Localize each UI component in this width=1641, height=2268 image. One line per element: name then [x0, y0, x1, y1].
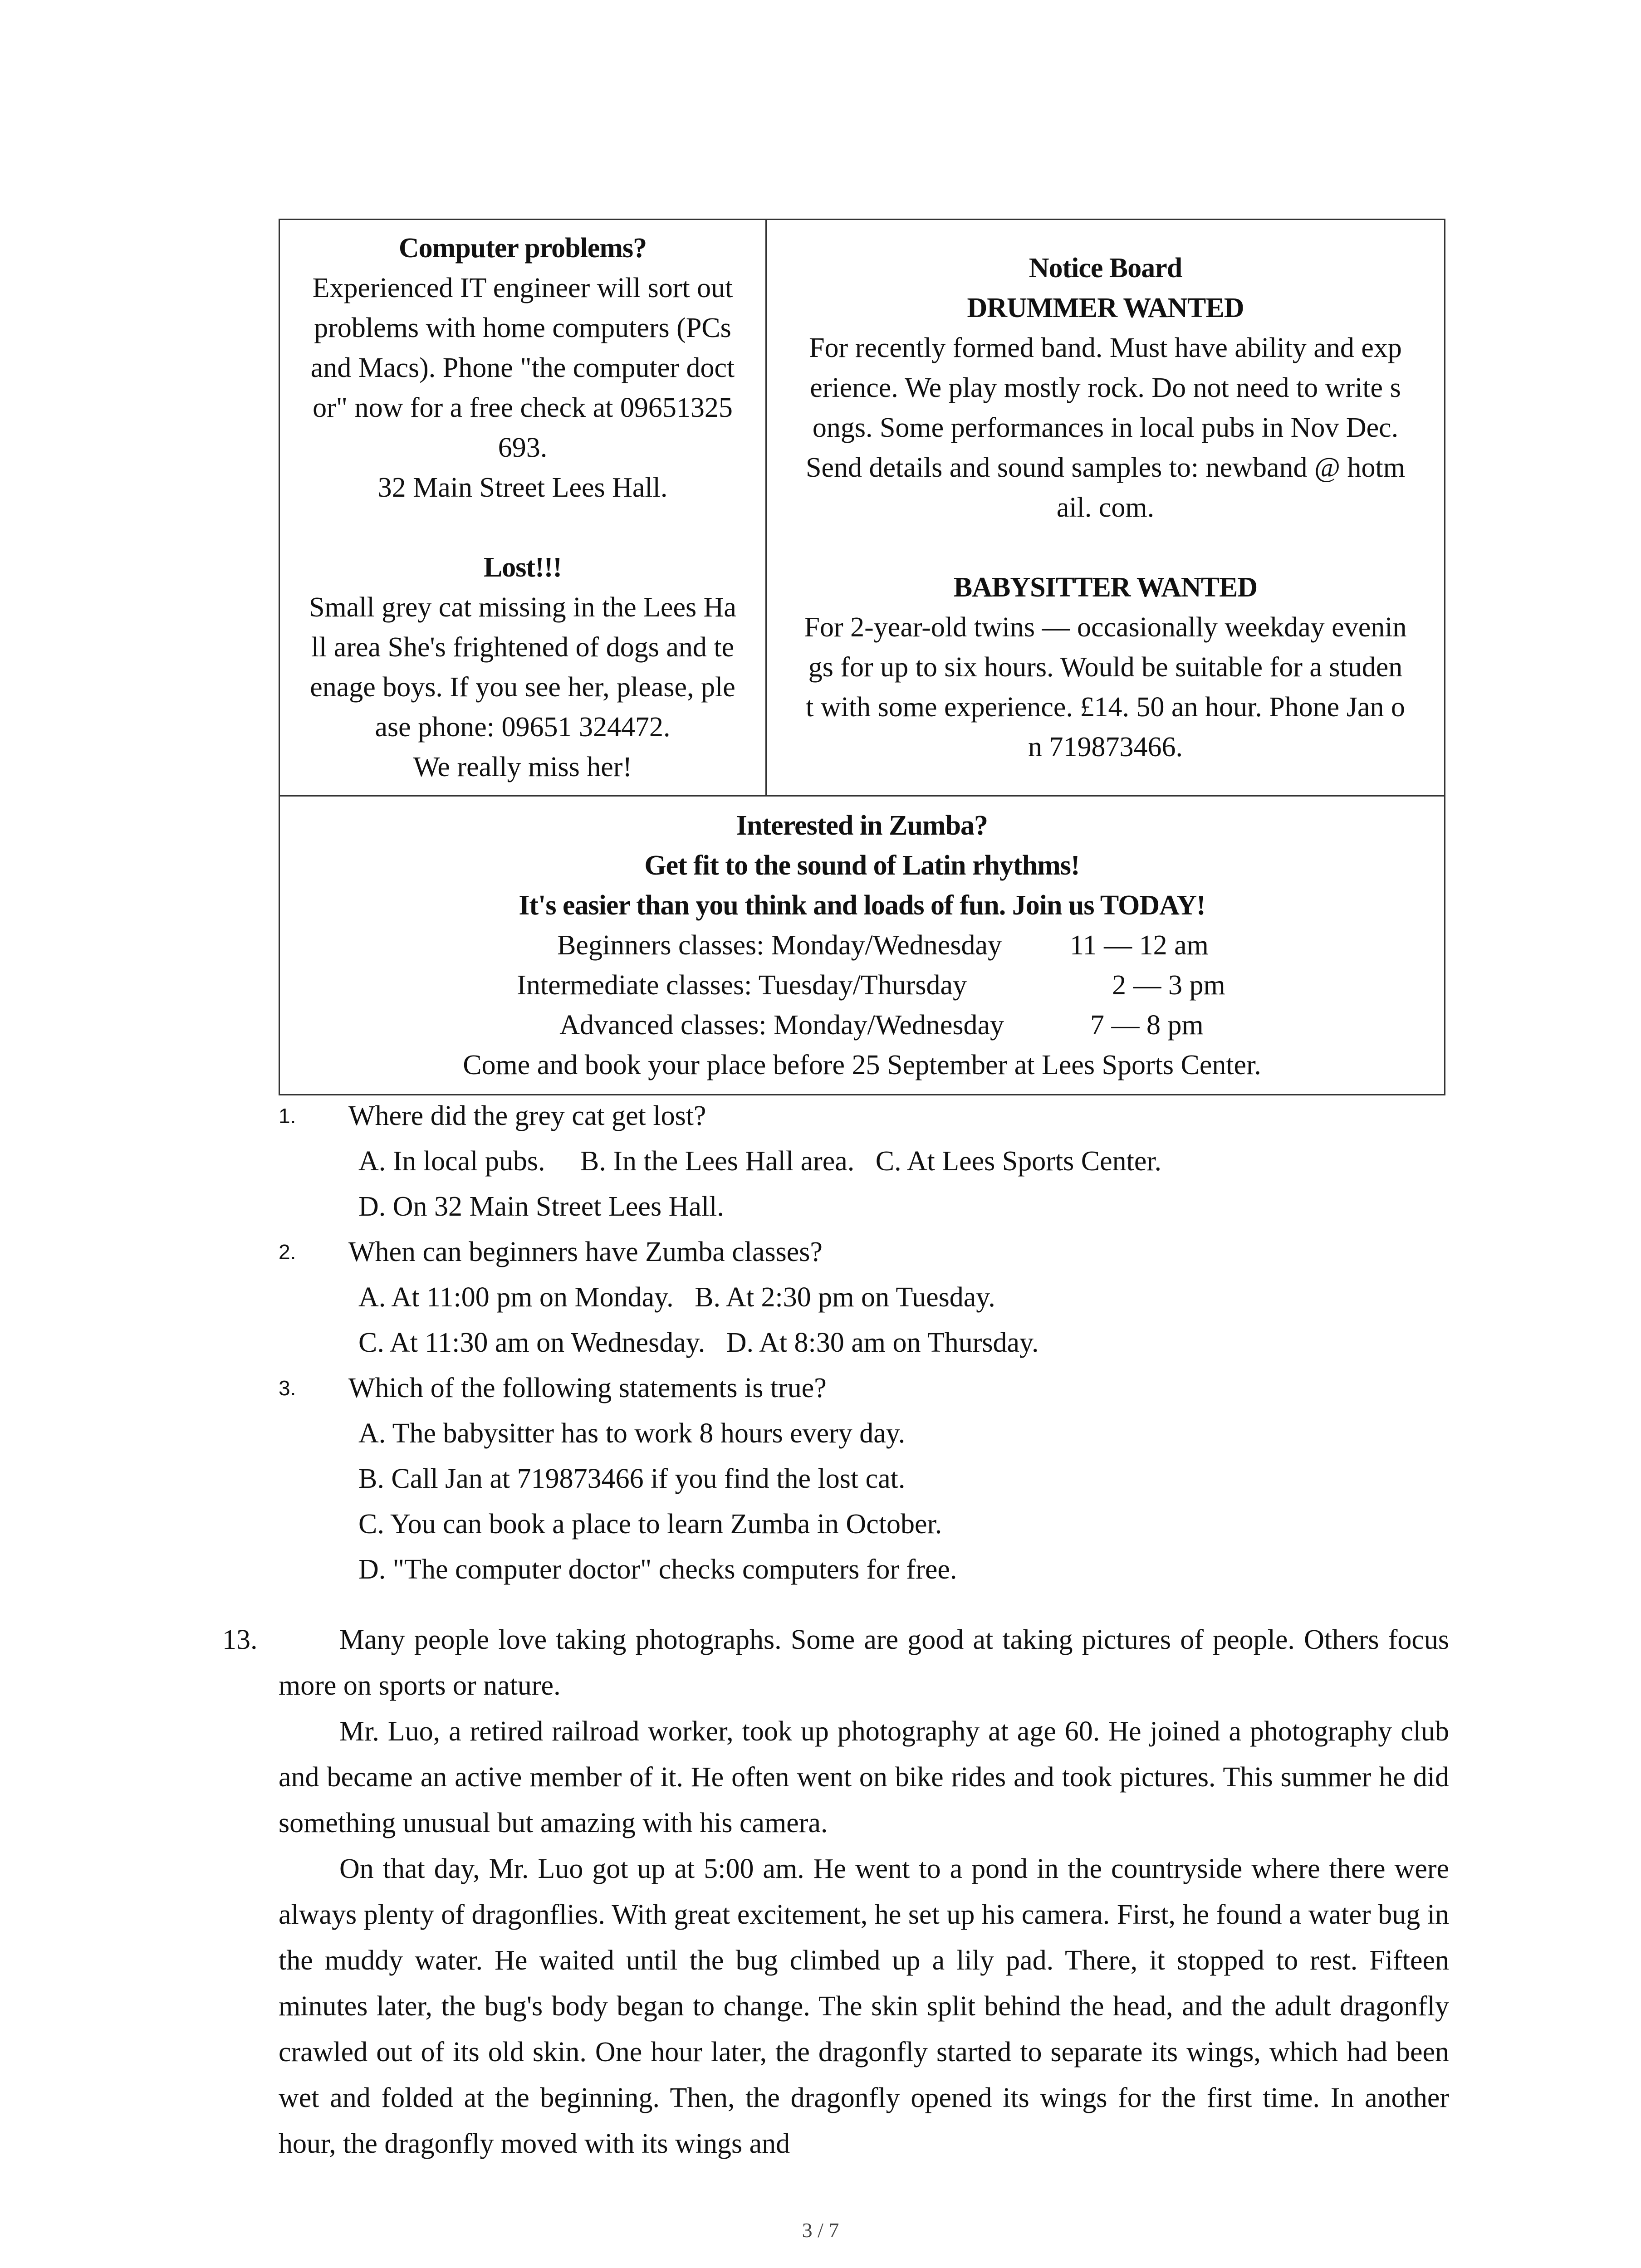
zumba-class-name: Beginners classes: Monday/Wednesday — [557, 930, 1002, 961]
question-item — [279, 1229, 1458, 1365]
spacer — [776, 528, 1435, 567]
lost-cat-line: ll area She's frightened of dogs and te — [311, 632, 735, 663]
question-item — [279, 1093, 1458, 1229]
computer-ad-line: 693. — [498, 432, 548, 463]
zumba-class-time: 7 — 8 pm — [1090, 1010, 1204, 1041]
notice-board-table — [279, 219, 1445, 1095]
question-text: When can beginners have Zumba classes? — [348, 1237, 823, 1267]
question-option-line: A. At 11:00 pm on Monday. B. At 2:30 pm on Tuesday. — [358, 1282, 995, 1313]
left-ads-cell — [279, 220, 766, 796]
question-item — [279, 1365, 1458, 1592]
drummer-ad-line: Send details and sound samples to: newband @ hotm — [805, 452, 1406, 483]
question-option-line: A. In local pubs. B. In the Lees Hall area. C. At Lees Sports Center. — [358, 1146, 1162, 1177]
lost-cat-ad — [289, 547, 756, 787]
babysitter-ad-line: t with some experience. £14. 50 an hour. Phone Jan o — [806, 692, 1405, 723]
right-ads-cell — [766, 220, 1445, 796]
zumba-closing: Come and book your place before 25 September at Lees Sports Center. — [463, 1050, 1261, 1080]
zumba-schedule-row — [289, 925, 1435, 965]
question-text: Where did the grey cat get lost? — [348, 1100, 706, 1131]
zumba-class-name: Advanced classes: Monday/Wednesday — [559, 1010, 1004, 1041]
babysitter-ad — [776, 567, 1435, 767]
question-option-line: B. Call Jan at 719873466 if you find the lost cat. — [358, 1463, 906, 1494]
babysitter-ad-line: gs for up to six hours. Would be suitable for a studen — [808, 652, 1403, 683]
drummer-ad-line: For recently formed band. Must have ability and exp — [809, 332, 1402, 363]
lost-cat-line: We really miss her! — [413, 752, 632, 782]
computer-ad-line: or" now for a free check at 09651325 — [313, 392, 733, 423]
computer-ad-title: Computer problems? — [398, 233, 647, 264]
lost-cat-title: Lost!!! — [483, 552, 562, 583]
drummer-ad-title: DRUMMER WANTED — [967, 293, 1244, 323]
drummer-ad-line: ail. com. — [1056, 492, 1155, 523]
spacer — [289, 508, 756, 547]
zumba-schedule-row — [289, 1005, 1435, 1045]
computer-ad-line: 32 Main Street Lees Hall. — [377, 472, 668, 503]
passage-paragraph: On that day, Mr. Luo got up at 5:00 am. He went to a pond in the countryside where there were always plenty of dragonflies. With great excitement, he set up his camera. First, he found a water bug in the muddy water. He waited until the bug climbed up a lily pad. There, it stopped to rest. Fifteen minutes later, the bug's body began to change. The skin split behind the head, and the adult dragonfly crawled out of its old skin. One hour later, the dragonfly started to separate its wings, which had been wet and folded at the beginning. Then, the dragonfly opened its wings for the first time. In another hour, the dragonfly moved with its wings and — [279, 1853, 1449, 2159]
computer-ad — [289, 228, 756, 508]
babysitter-ad-line: For 2-year-old twins — occasionally weekday evenin — [804, 612, 1407, 643]
zumba-schedule-row — [289, 965, 1435, 1005]
zumba-class-name: Intermediate classes: Tuesday/Thursday — [517, 970, 967, 1001]
drummer-ad-line: erience. We play mostly rock. Do not need to write s — [810, 372, 1401, 403]
computer-ad-line: Experienced IT engineer will sort out — [312, 273, 733, 303]
zumba-headline: Interested in Zumba? — [736, 810, 988, 841]
computer-ad-line: problems with home computers (PCs — [314, 313, 731, 343]
question-option-line: A. The babysitter has to work 8 hours every day. — [358, 1418, 906, 1449]
question-list — [279, 1093, 1458, 1592]
reading-passage — [222, 1617, 1449, 2167]
lost-cat-line: ase phone: 09651 324472. — [375, 712, 671, 743]
question-number: 3. — [279, 1376, 296, 1400]
question-number: 1. — [279, 1104, 296, 1128]
drummer-ad-line: ongs. Some performances in local pubs in Nov Dec. — [812, 412, 1399, 443]
zumba-headline: Get fit to the sound of Latin rhythms! — [644, 850, 1080, 881]
computer-ad-line: and Macs). Phone "the computer doct — [310, 352, 735, 383]
question-option-line: D. On 32 Main Street Lees Hall. — [358, 1191, 724, 1222]
question-option-line: C. At 11:30 am on Wednesday. D. At 8:30 am on Thursday. — [358, 1327, 1039, 1358]
zumba-headline: It's easier than you think and loads of fun. Join us TODAY! — [519, 890, 1205, 921]
notice-board-title: Notice Board — [1029, 253, 1182, 284]
question-text: Which of the following statements is true? — [348, 1373, 827, 1403]
question-option-line: D. "The computer doctor" checks computers for free. — [358, 1554, 957, 1585]
passage-number: 13. — [222, 1624, 258, 1655]
drummer-ad — [776, 248, 1435, 528]
question-number: 2. — [279, 1240, 296, 1264]
babysitter-ad-title: BABYSITTER WANTED — [953, 572, 1258, 603]
lost-cat-line: enage boys. If you see her, please, ple — [310, 672, 735, 703]
zumba-ad-cell — [279, 796, 1445, 1095]
passage-paragraph: Many people love taking photographs. Some are good at taking pictures of people. Others focus more on sports or nature. — [279, 1624, 1449, 1701]
babysitter-ad-line: n 719873466. — [1028, 732, 1183, 763]
lost-cat-line: Small grey cat missing in the Lees Ha — [309, 592, 736, 623]
zumba-class-time: 11 — 12 am — [1069, 930, 1209, 961]
page-indicator: 3 / 7 — [802, 2219, 839, 2242]
passage-paragraph: Mr. Luo, a retired railroad worker, took up photography at age 60. He joined a photography club and became an active member of it. He often went on bike rides and took pictures. This summer he did something unusual but amazing with his camera. — [279, 1716, 1449, 1838]
question-option-line: C. You can book a place to learn Zumba in October. — [358, 1509, 942, 1540]
zumba-class-time: 2 — 3 pm — [1112, 970, 1225, 1001]
